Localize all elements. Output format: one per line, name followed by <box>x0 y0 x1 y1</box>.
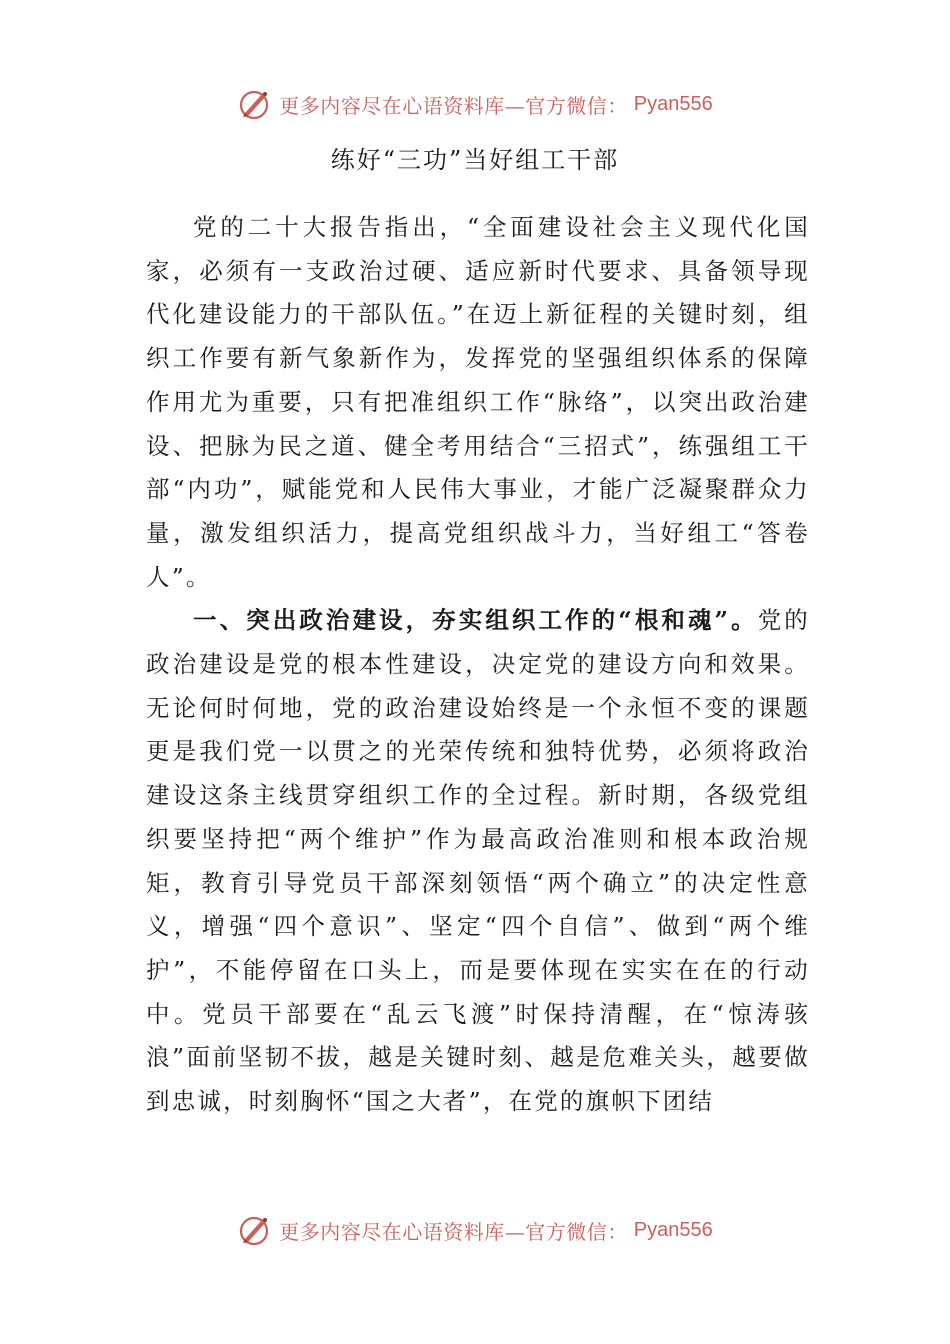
banner-wechat-id: Pyan556 <box>633 92 713 115</box>
document-title: 练好“三功”当好组工干部 <box>330 146 620 174</box>
section-1-heading: 一、突出政治建设，夯实组织工作的“根和魂”。 <box>193 606 758 635</box>
footer-banner <box>0 1210 950 1250</box>
section-1-body: 党的政治建设是党的根本性建设，决定党的建设方向和效果。无论何时何地，党的政治建设始终是一个永恒不变的课题更是我们党一以贯之的光荣传统和独特优势，必须将政治建设这条主线贯穿组织工作的全过程。新时期，各级党组织要坚持把“两个维护”作为最高政治准则和根本政治规矩，教育引导党员干部深刻领悟“两个确立”的决定性意义，增强“四个意识”、坚定“四个自信”、做到“两个维护”，不能停留在口头上，而是要体现在实实在在的行动中。党员干部要在“乱云飞渡”时保持清醒，在“惊涛骇浪”面前坚韧不拔，越是关键时刻、越是危难关头，越要做到忠诚，时刻胸怀“国之大者”，在党的旗帜下团结 <box>146 606 810 1116</box>
banner-wechat-id: Pyan556 <box>633 1218 713 1241</box>
document-body <box>146 206 810 1124</box>
header-banner <box>0 84 950 124</box>
section-1-paragraph <box>146 599 810 1123</box>
pen-in-circle-icon <box>237 86 273 122</box>
intro-paragraph: 党的二十大报告指出，“全面建设社会主义现代化国家，必须有一支政治过硬、适应新时代要求、具备领导现代化建设能力的干部队伍。”在迈上新征程的关键时刻，组织工作要有新气象新作为，发挥党的坚强组织体系的保障作用尤为重要，只有把准组织工作“脉络”，以突出政治建设、把脉为民之道、健全考用结合“三招式”，练强组工干部“内功”，赋能党和人民伟大事业，才能广泛凝聚群众力量，激发组织活力，提高党组织战斗力，当好组工“答卷人”。 <box>146 213 810 591</box>
banner-text: 更多内容尽在心语资料库—官方微信： <box>279 93 628 118</box>
pen-in-circle-icon <box>237 1212 273 1248</box>
banner-text: 更多内容尽在心语资料库—官方微信： <box>279 1219 628 1244</box>
